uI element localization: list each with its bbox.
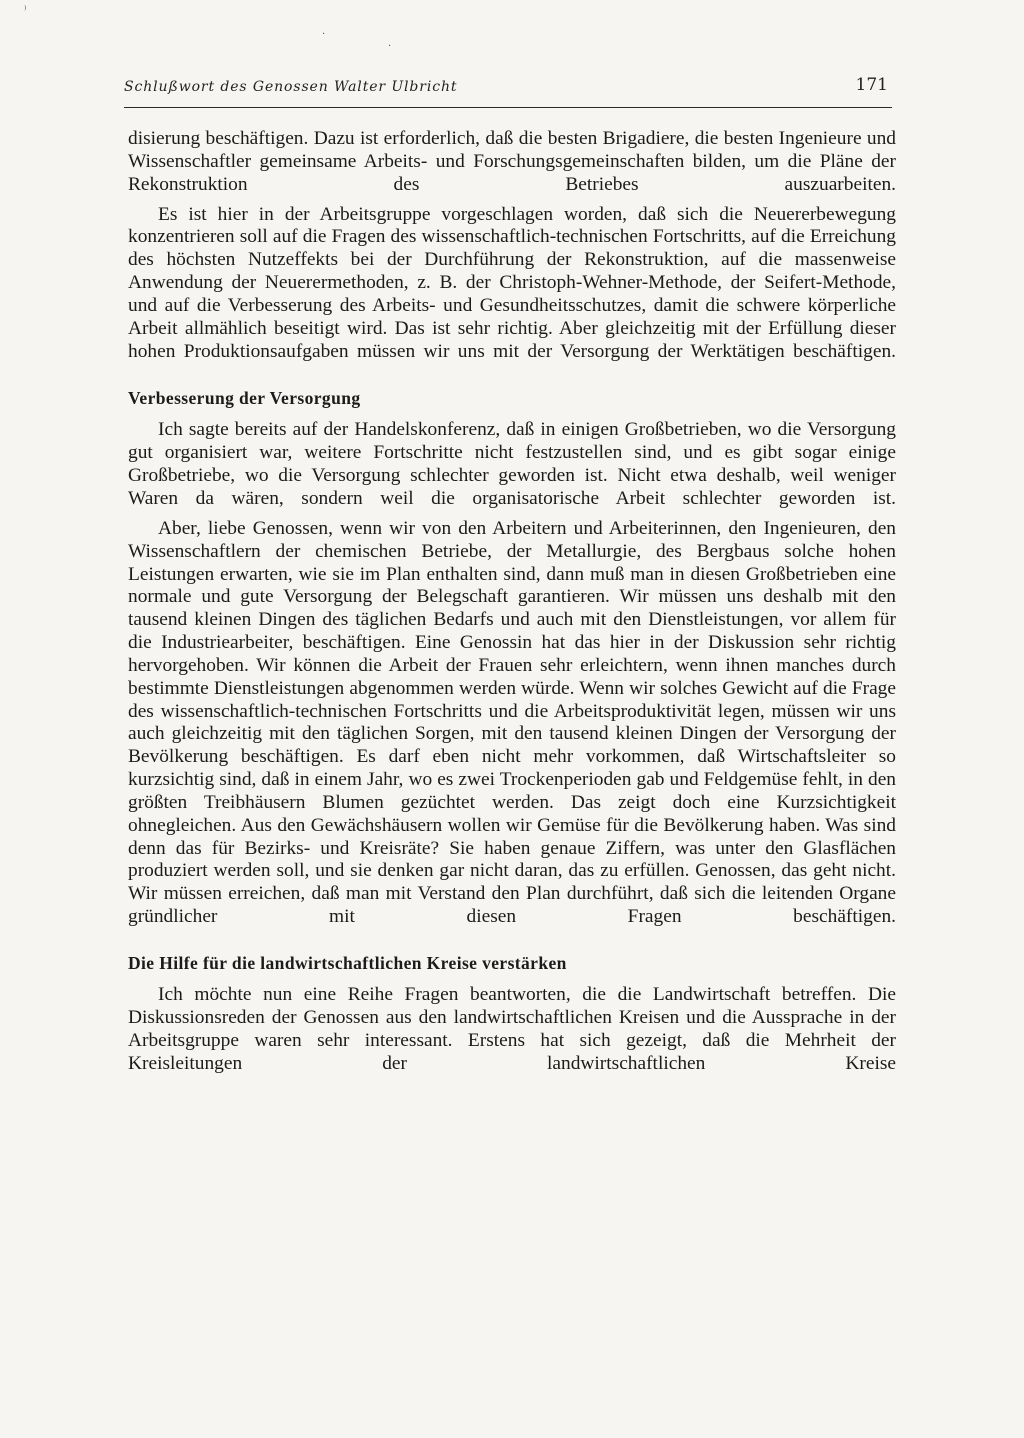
- section-heading-versorgung: Verbesserung der Versorgung: [128, 388, 361, 409]
- paragraph-5: Ich möchte nun eine Reihe Fragen beantworten, die die Landwirtschaft betreffen. Die Diskussionsreden der Genossen aus den landwirtschaftlichen Kreisen und die Aussprache in der Arbeitsgruppe waren sehr interessant. Erstens hat sich gezeigt, daß die Mehrheit der Kreisleitungen der landwirtschaftlichen Kreise: [128, 984, 896, 1074]
- scan-dot: ·: [322, 29, 326, 40]
- running-title: Schlußwort des Genossen Walter Ulbricht: [124, 79, 458, 95]
- running-header: [124, 73, 892, 108]
- page-number: 171: [855, 75, 888, 95]
- section-heading-landwirtschaft: Die Hilfe für die landwirtschaftlichen Kreise verstärken: [128, 953, 567, 973]
- body-text: [128, 128, 896, 1075]
- paragraph-3: Ich sagte bereits auf der Handelskonferenz, daß in einigen Großbetrieben, wo die Versorgung gut organisiert war, weitere Fortschritte nicht festzustellen sind, und es gibt sogar einige Großbetriebe, wo die Versorgung schlechter geworden ist. Nicht etwa deshalb, weil weniger Waren da wären, sondern weil die organisatorische Arbeit schlechter geworden ist.: [128, 419, 896, 509]
- paragraph-1: disierung beschäftigen. Dazu ist erforderlich, daß die besten Brigadiere, die besten Ingenieure und Wissenschaftler gemeinsame Arbeits- und Forschungsgemeinschaften bilden, um die Pläne der Rekonstruktion des Betriebes auszuarbeiten.: [128, 128, 896, 195]
- paragraph-2: Es ist hier in der Arbeitsgruppe vorgeschlagen worden, daß sich die Neuererbewegung konzentrieren soll auf die Fragen des wissenschaftlich-technischen Fortschritts, auf die Erreichung des höchsten Nutzeffekts bei der Durchführung der Rekonstruktion, auf die massenweise Anwendung der Neuerermethoden, z. B. der Christoph-Wehner-Methode, der Seifert-Methode, und auf die Verbesserung des Arbeits- und Gesundheitsschutzes, damit die schwere körperliche Arbeit allmählich beseitigt wird. Das ist sehr richtig. Aber gleichzeitig mit der Erfüllung dieser hohen Produktionsaufgaben müssen wir uns mit der Versorgung der Werktätigen beschäftigen.: [128, 203, 896, 362]
- scan-mark: ⁾: [24, 5, 27, 16]
- paragraph-4: Aber, liebe Genossen, wenn wir von den Arbeitern und Arbeiterinnen, den Ingenieuren, den Wissenschaftlern der chemischen Betriebe, der Metallurgie, des Bergbaus solche hohen Leistungen erwarten, wie sie im Plan enthalten sind, dann muß man in diesen Großbetrieben eine normale und gute Versorgung der Belegschaft garantieren. Wir müssen uns deshalb mit den tausend kleinen Dingen des täglichen Bedarfs und auch mit den Dienstleistungen, vor allem für die Industriearbeiter, beschäftigen. Eine Genossin hat das hier in der Diskussion sehr richtig hervorgehoben. Wir können die Arbeit der Frauen sehr erleichtern, wenn ihnen manches durch bestimmte Dienstleistungen abgenommen werden würde. Wenn wir solches Gewicht auf die Frage des wissenschaftlich-technischen Fortschritts und die Arbeitsproduktivität legen, müssen wir uns auch gleichzeitig mit den täglichen Sorgen, mit den tausend kleinen Dingen der Versorgung der Bevölkerung beschäftigen. Es darf eben nicht mehr vorkommen, daß Wirtschaftsleiter so kurzsichtig sind, daß in einem Jahr, wo es zwei Trockenperioden gab und Feldgemüse fehlt, in den größten Treibhäusern Blumen gezüchtet werden. Das zeigt doch eine Kurzsichtigkeit ohnegleichen. Aus den Gewächshäusern wollen wir Gemüse für die Bevölkerung haben. Was sind denn das für Bezirks- und Kreisräte? Sie haben genaue Ziffern, was unter den Glasflächen produziert werden soll, und sie denken gar nicht daran, das zu erfüllen. Genossen, das geht nicht. Wir müssen erreichen, daß man mit Verstand den Plan durchführt, daß sich die leitenden Organe gründlicher mit diesen Fragen beschäftigen.: [128, 517, 896, 928]
- scan-dot: ·: [388, 41, 392, 52]
